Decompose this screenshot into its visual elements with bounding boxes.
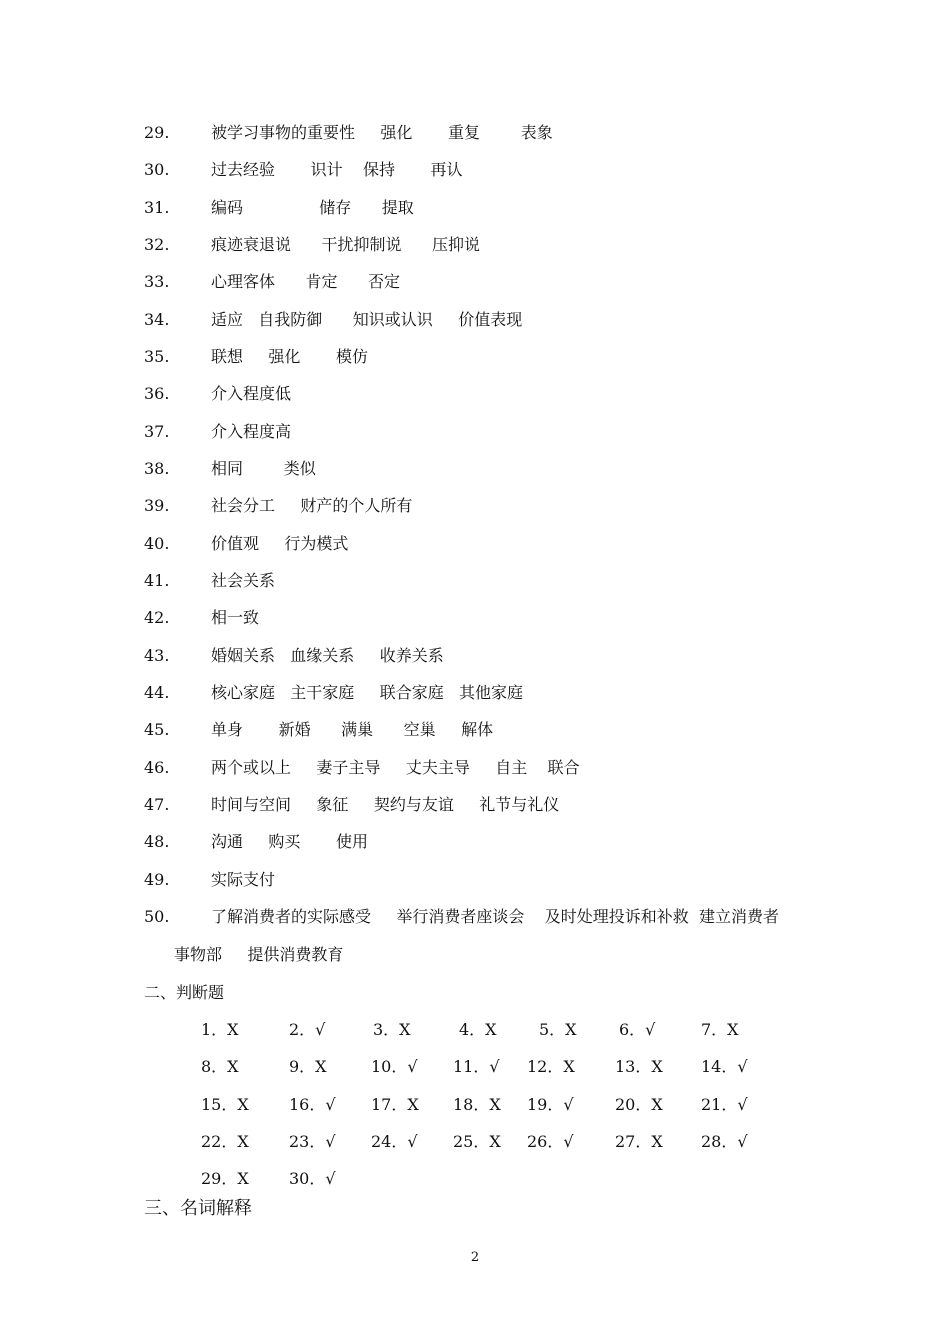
answer-text: 介入程度低 — [211, 384, 292, 403]
answer-number: 48. — [144, 832, 170, 851]
answer-text: 被学习事物的重要性 强化 重复 表象 — [211, 123, 553, 142]
judgement-row — [0, 1015, 950, 1045]
answer-number: 44. — [144, 683, 170, 702]
answer-text: 社会分工 财产的个人所有 — [211, 496, 413, 515]
answer-row — [0, 790, 950, 820]
answer-row — [0, 865, 950, 895]
judgement-answer: 22．X — [201, 1132, 249, 1151]
answer-text: 时间与空间 象征 契约与友谊 礼节与礼仪 — [211, 795, 560, 814]
judgement-answer: 3．X — [373, 1020, 411, 1039]
answer-number: 34. — [144, 310, 170, 329]
answer-number: 37. — [144, 422, 170, 441]
answer-row — [0, 342, 950, 372]
answer-number: 38. — [144, 459, 170, 478]
judgement-answer: 20．X — [615, 1095, 663, 1114]
answer-number: 36. — [144, 384, 170, 403]
judgement-answer: 1．X — [201, 1020, 239, 1039]
judgement-answer: 8．X — [201, 1057, 239, 1076]
answer-row — [0, 753, 950, 783]
answer-row — [0, 641, 950, 671]
section-3-title: 三、名词解释 — [144, 1198, 252, 1219]
judgement-answer: 13．X — [615, 1057, 663, 1076]
judgement-answer: 12．X — [527, 1057, 575, 1076]
judgement-answer: 21．√ — [701, 1095, 748, 1114]
judgement-answer: 9．X — [289, 1057, 327, 1076]
answer-row — [0, 827, 950, 857]
answer-number: 43. — [144, 646, 170, 665]
answer-text: 婚姻关系 血缘关系 收养关系 — [211, 646, 444, 665]
answer-row — [0, 678, 950, 708]
answer-row — [0, 267, 950, 297]
answer-number: 29. — [144, 123, 170, 142]
judgement-row — [0, 1052, 950, 1082]
answer-number: 47. — [144, 795, 170, 814]
judgement-answer: 17．X — [371, 1095, 419, 1114]
judgement-row — [0, 1127, 950, 1157]
judgement-answer: 15．X — [201, 1095, 249, 1114]
answer-text: 痕迹衰退说 干扰抑制说 压抑说 — [211, 235, 481, 254]
answer-number: 42. — [144, 608, 170, 627]
judgement-answer: 4．X — [459, 1020, 497, 1039]
answer-row — [0, 305, 950, 335]
judgement-answer: 26．√ — [527, 1132, 574, 1151]
answer-text: 两个或以上 妻子主导 丈夫主导 自主 联合 — [211, 758, 580, 777]
answer-row — [0, 902, 950, 932]
answer-text: 实际支付 — [211, 870, 276, 889]
answer-text: 沟通 购买 使用 — [211, 832, 369, 851]
judgement-answer: 2．√ — [289, 1020, 326, 1039]
answer-text: 适应 自我防御 知识或认识 价值表现 — [211, 310, 523, 329]
answer-row — [0, 715, 950, 745]
answer-text: 心理客体 肯定 否定 — [211, 272, 401, 291]
answer-text: 单身 新婚 满巢 空巢 解体 — [211, 720, 494, 739]
judgement-answer: 18．X — [453, 1095, 501, 1114]
judgement-answer: 10．√ — [371, 1057, 418, 1076]
answer-text: 联想 强化 模仿 — [211, 347, 369, 366]
answer-text: 编码 储存 提取 — [211, 198, 414, 217]
answer-text: 介入程度高 — [211, 422, 292, 441]
answer-text: 价值观 行为模式 — [211, 534, 349, 553]
answer-row — [0, 566, 950, 596]
judgement-answer: 23．√ — [289, 1132, 336, 1151]
answer-row — [0, 193, 950, 223]
answer-row — [0, 417, 950, 447]
answer-number: 45. — [144, 720, 170, 739]
answer-number: 35. — [144, 347, 170, 366]
item-50-continuation: 事物部 提供消费教育 — [174, 945, 344, 964]
judgement-row — [0, 1090, 950, 1120]
answer-row — [0, 230, 950, 260]
judgement-answer: 19．√ — [527, 1095, 574, 1114]
judgement-row — [0, 1164, 950, 1194]
answer-number: 32. — [144, 235, 170, 254]
answer-row — [0, 603, 950, 633]
judgement-answer: 14．√ — [701, 1057, 748, 1076]
answer-text: 相同 类似 — [211, 459, 316, 478]
judgement-answer: 29．X — [201, 1169, 249, 1188]
answer-number: 46. — [144, 758, 170, 777]
answer-number: 39. — [144, 496, 170, 515]
answer-number: 30. — [144, 160, 170, 179]
judgement-answer: 11．√ — [453, 1057, 500, 1076]
answer-text: 核心家庭 主干家庭 联合家庭 其他家庭 — [211, 683, 523, 702]
page-number: 2 — [470, 1250, 480, 1265]
answer-row — [0, 379, 950, 409]
judgement-answer: 5．X — [539, 1020, 577, 1039]
judgement-answer: 16．√ — [289, 1095, 336, 1114]
answer-text: 社会关系 — [211, 571, 276, 590]
answer-number: 40. — [144, 534, 170, 553]
judgement-answer: 28．√ — [701, 1132, 748, 1151]
judgement-answer: 6．√ — [619, 1020, 656, 1039]
judgement-answer: 7．X — [701, 1020, 739, 1039]
judgement-answer: 24．√ — [371, 1132, 418, 1151]
answer-row — [0, 529, 950, 559]
answer-text: 相一致 — [211, 608, 260, 627]
answer-number: 31. — [144, 198, 170, 217]
answer-row — [0, 454, 950, 484]
answer-row — [0, 491, 950, 521]
answer-number: 33. — [144, 272, 170, 291]
answer-number: 49. — [144, 870, 170, 889]
answer-number: 50. — [144, 907, 170, 926]
judgement-answer: 30．√ — [289, 1169, 336, 1188]
answer-number: 41. — [144, 571, 170, 590]
answer-row — [0, 155, 950, 185]
section-2-title: 二、判断题 — [144, 983, 225, 1002]
judgement-answer: 25．X — [453, 1132, 501, 1151]
answer-text: 了解消费者的实际感受 举行消费者座谈会 及时处理投诉和补救 建立消费者 — [211, 907, 779, 926]
answer-row — [0, 118, 950, 148]
judgement-answer: 27．X — [615, 1132, 663, 1151]
answer-text: 过去经验 识计 保持 再认 — [211, 160, 463, 179]
